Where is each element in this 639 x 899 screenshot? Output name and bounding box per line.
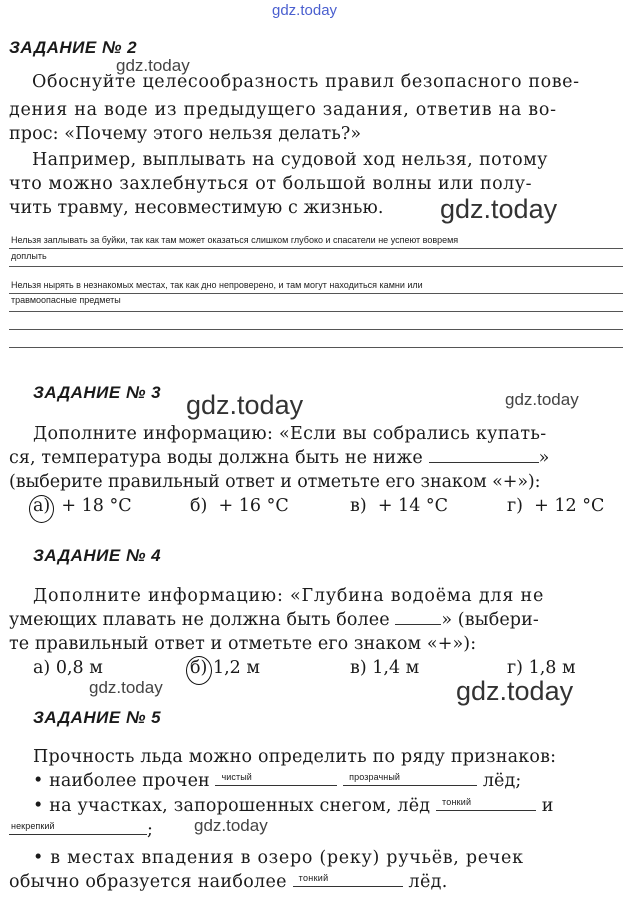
task2-text: что можно захлебнуться от большой волны или полу- (9, 174, 533, 194)
task3-blank (429, 448, 539, 463)
task3-text: Дополните информацию: «Если вы собрались купать- (33, 424, 547, 444)
watermark: gdz.today (194, 816, 268, 835)
task3-text: (выберите правильный ответ и отметьте его знаком «+»): (9, 472, 541, 492)
fill-value: тонкий (298, 873, 329, 883)
task3-text (9, 448, 549, 468)
task4-blank (395, 610, 441, 625)
watermark: gdz.today (186, 390, 304, 420)
fill-blank (215, 771, 337, 786)
task2-title: ЗАДАНИЕ № 2 (9, 38, 138, 57)
task4-option-d[interactable]: г) 1,8 м (507, 658, 576, 678)
task2-text: чить травму, несовместимую с жизнью. (9, 198, 384, 218)
task5-bullet3: • в местах впадения в озеро (реку) ручьёв, речек (33, 848, 524, 868)
answer-line: Нельзя заплывать за буйки, так как там может оказаться слишком глубоко и спасатели не успеют вовремя (11, 235, 459, 245)
task3-option-a[interactable]: а) + 18 °С (33, 496, 132, 516)
fill-value: чистый (221, 772, 252, 782)
task5-title: ЗАДАНИЕ № 5 (33, 708, 162, 727)
fill-blank (9, 820, 147, 835)
task3-text-part: ся, температура воды должна быть не ниже (9, 448, 423, 468)
task2-text: прос: «Почему этого нельзя делать?» (9, 124, 362, 144)
fill-blank (436, 796, 536, 811)
task4-text: те правильный ответ и отметьте его знаком «+»): (9, 634, 477, 654)
task4-option-b[interactable]: б) 1,2 м (190, 658, 260, 678)
watermark: gdz.today (116, 56, 190, 75)
watermark: gdz.today (456, 676, 574, 706)
watermark: gdz.today (89, 678, 163, 697)
fill-value: прозрачный (349, 772, 401, 782)
task2-text: дения на воде из предыдущего задания, ответив на во- (9, 100, 557, 120)
quote: » (538, 448, 550, 468)
task4-title: ЗАДАНИЕ № 4 (33, 546, 162, 565)
task5-bullet3-cont: обычно образуется наиболее тонкий лёд. (9, 872, 448, 892)
task2-text: Например, выплывать на судовой ход нельзя, потому (32, 150, 548, 170)
task4-text: Дополните информацию: «Глубина водоёма для не (33, 586, 545, 606)
fill-blank (293, 872, 403, 887)
task3-option-d[interactable]: г) + 12 °С (507, 496, 605, 516)
fill-value: некрепкий (11, 821, 55, 831)
task4-text-part: » (выбери- (441, 610, 539, 630)
answer-line: доплыть (11, 251, 47, 261)
watermark: gdz.today (505, 390, 579, 409)
task5-bullet1: • наиболее прочен чистый прозрачный лёд; (33, 771, 522, 791)
task5-bullet2-cont: некрепкий ; (11, 820, 153, 840)
task5-intro: Прочность льда можно определить по ряду признаков: (33, 747, 557, 767)
task4-option-c[interactable]: в) 1,4 м (350, 658, 420, 678)
task5-bullet2: • на участках, запорошенных снегом, лёд тонкий и (33, 796, 554, 816)
fill-value: тонкий (442, 797, 472, 807)
watermark: gdz.today (440, 194, 558, 224)
task4-text-part: умеющих плавать не должна быть более (9, 610, 390, 630)
fill-blank (343, 771, 477, 786)
task3-option-b[interactable]: б) + 16 °С (190, 496, 289, 516)
task3-title: ЗАДАНИЕ № 3 (33, 383, 162, 402)
answer-line: травмоопасные предметы (11, 295, 121, 305)
task4-text (9, 610, 539, 630)
task3-option-c[interactable]: в) + 14 °С (350, 496, 449, 516)
answer-line: Нельзя нырять в незнакомых местах, так как дно непроверено, и там могут находиться камни или (11, 280, 423, 290)
watermark: gdz.today (272, 2, 338, 19)
task2-text: Обоснуйте целесообразность правил безопасного пове- (32, 72, 580, 92)
task4-option-a[interactable]: а) 0,8 м (33, 658, 103, 678)
